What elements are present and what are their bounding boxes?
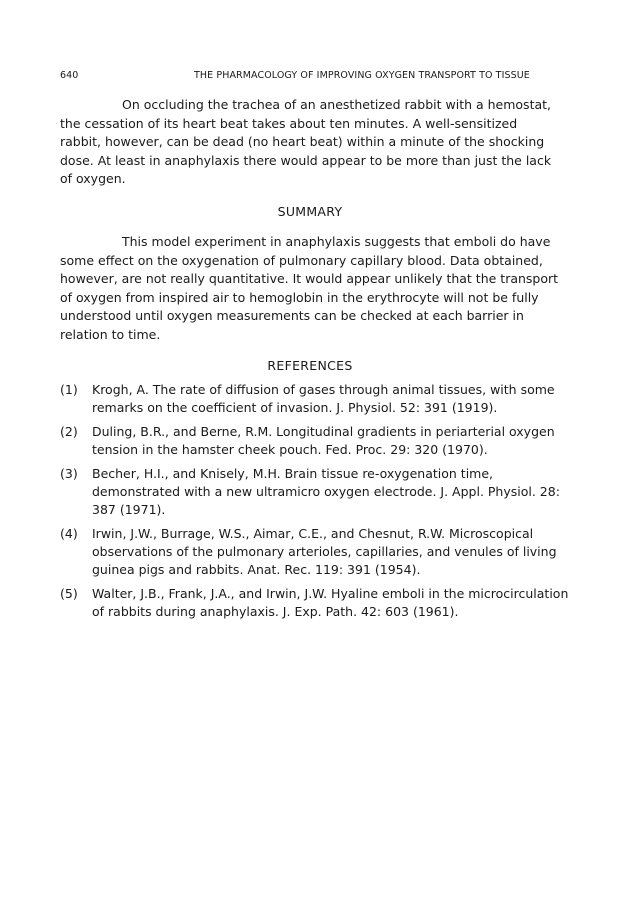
summary-section: [60, 233, 560, 344]
summary-paragraph: This model experiment in anaphylaxis suggests that emboli do have some effect on the oxygenation of pulmonary capillary blood. Data obtained, however, are not really quantitative. It would appear unlikely that the transport of oxygen from inspired air to hemoglobin in the erythrocyte will not be fully understood until oxygen measurements can be checked at each barrier in relation to time.: [60, 234, 559, 342]
reference-number: (5): [60, 586, 78, 601]
reference-item: [60, 381, 570, 417]
reference-text: Duling, B.R., and Berne, R.M. Longitudinal gradients in periarterial oxygen tension in the hamster cheek pouch. Fed. Proc. 29: 320 (1970).: [92, 424, 555, 457]
running-header-title: THE PHARMACOLOGY OF IMPROVING OXYGEN TRANSPORT TO TISSUE: [194, 70, 530, 81]
reference-text: Krogh, A. The rate of diffusion of gases through animal tissues, with some remarks on the coefficient of invasion. J. Physiol. 52: 391 (1919).: [92, 382, 555, 415]
reference-item: [60, 585, 570, 621]
reference-number: (2): [60, 424, 78, 439]
reference-text: Walter, J.B., Frank, J.A., and Irwin, J.W. Hyaline emboli in the microcirculation of rabbits during anaphylaxis. J. Exp. Path. 42: 603 (1961).: [92, 586, 569, 619]
intro-paragraph: On occluding the trachea of an anesthetized rabbit with a hemostat, the cessation of its heart beat takes about ten minutes. A well-sensitized rabbit, however, can be dead (no heart beat) within a minute of the shocking dose. At least in anaphylaxis there would appear to be more than just the lack of oxygen.: [60, 97, 552, 186]
reference-item: [60, 465, 570, 519]
reference-number: (4): [60, 526, 78, 541]
reference-item: [60, 423, 570, 459]
summary-heading: SUMMARY: [277, 204, 343, 219]
reference-item: [60, 525, 570, 579]
intro-section: [60, 96, 560, 189]
reference-text: Becher, H.I., and Knisely, M.H. Brain tissue re-oxygenation time, demonstrated with a new ultramicro oxygen electrode. J. Appl. Physiol. 28: 387 (1971).: [92, 466, 560, 517]
reference-number: (3): [60, 466, 78, 481]
reference-number: (1): [60, 382, 78, 397]
page-number: 640: [60, 70, 79, 81]
reference-list: [60, 381, 570, 627]
reference-text: Irwin, J.W., Burrage, W.S., Aimar, C.E., and Chesnut, R.W. Microscopical observations of the pulmonary arterioles, capillaries, and venules of living guinea pigs and rabbits. Anat. Rec. 119: 391 (1954).: [92, 526, 557, 577]
references-heading: REFERENCES: [267, 358, 353, 373]
